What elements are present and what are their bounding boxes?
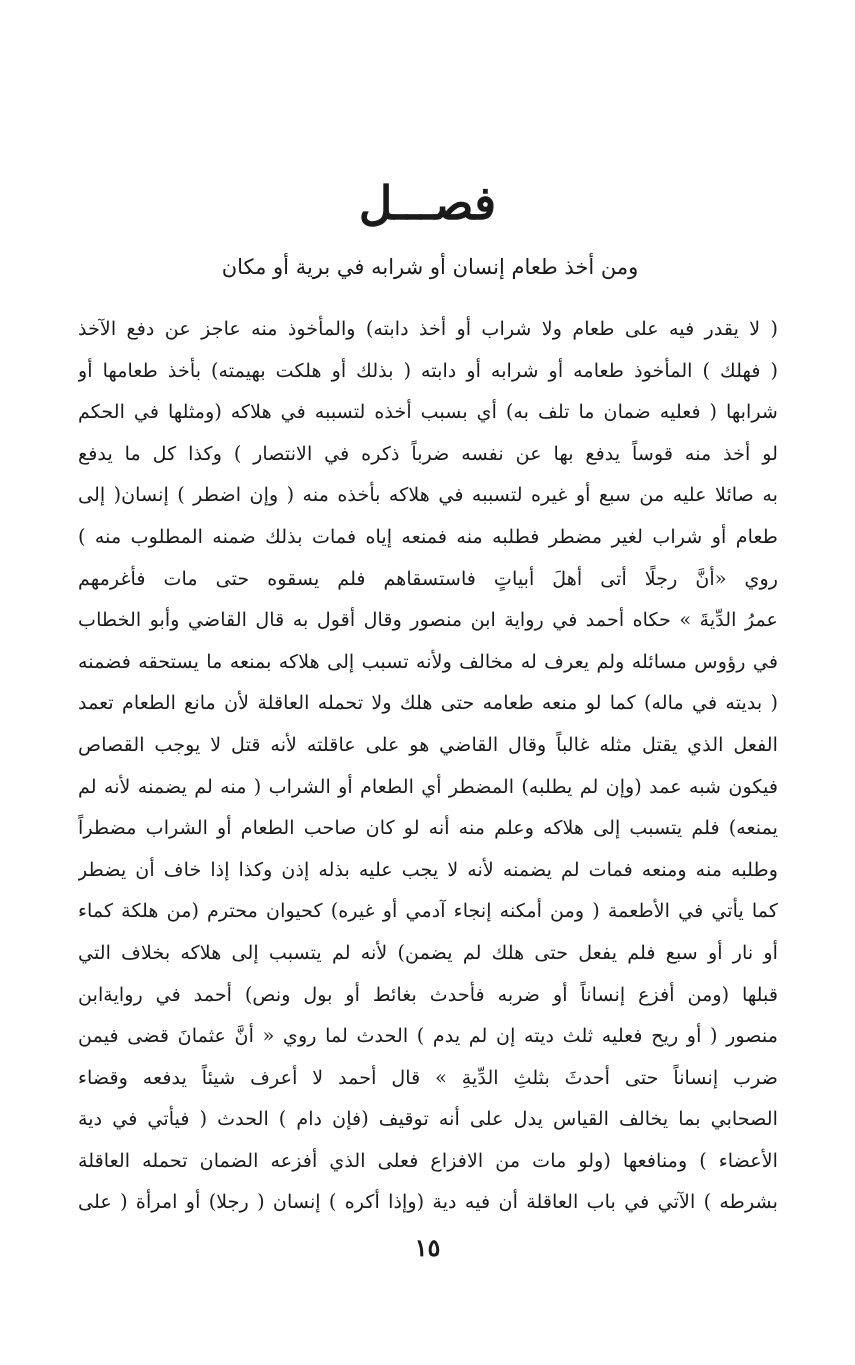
text-line: عمرُ الدِّيةَ » حكاه أحمد في رواية ابن منصور وقال أقول به قال القاضي وأبو الخطاب	[78, 608, 778, 632]
text-line: يمنعه) فلم يتسبب إلى هلاكه وعلم منه أنه لو كان صاحب الطعام أو الشراب مضطراً	[78, 816, 778, 840]
section-heading: فصـــل	[358, 176, 497, 230]
text-line: الصحابي بما يخالف القياس يدل على أنه توقيف (فإن دام ) الحدث ( فيأتي في دية	[78, 1107, 778, 1131]
text-line: لو أخذ منه قوساً يدفع بها عن نفسه ضرباً ذكره في الانتصار ) وكذا كل ما يدفع	[78, 441, 778, 465]
text-line: فيكون شبه عمد (وإن لم يطلبه) المضطر أي الطعام أو الشراب ( منه لم يضمنه لأنه لم	[78, 774, 778, 798]
text-line: ضرب إنساناً حتى أحدثَ بثلثِ الدِّيةِ » قال أحمد لا أعرف شيئاً يدفعه وقضاء	[78, 1065, 778, 1089]
section-subheading: ومن أخذ طعام إنسان أو شرابه في برية أو مكان	[221, 255, 639, 279]
body-text	[78, 308, 778, 1223]
text-line: بشرطه ) الآتي في باب العاقلة أن فيه دية (وإذا أكره ) إنسان ( رجلا) أو امرأة ( على	[78, 1190, 778, 1214]
text-line: وطلبه منه ومنعه فمات لم يضمنه لأنه لا يجب عليه بذله إذن وكذا إذا خاف أن يضطر	[78, 857, 778, 881]
page-number: ١٥	[414, 1233, 441, 1262]
text-line: قبلها (ومن أفزع إنساناً أو ضربه فأحدث بغائط أو بول ونص) أحمد في روايةابن	[78, 982, 778, 1006]
text-line: كما يأتي في الأطعمة ( ومن أمكنه إنجاء آدمي أو غيره) كحيوان محترم (من هلكة كماء	[78, 899, 778, 923]
text-line: الأعضاء ) ومنافعها (ولو مات من الافزاع فعلى الذي أفزعه الضمان تحمله العاقلة	[78, 1148, 778, 1172]
text-line: به صائلا عليه من سبع أو غيره لتسببه في هلاكه بأخذه منه ( وإن اضطر ) إنسان( إلى	[78, 483, 778, 507]
text-line: أو نار أو سبع فلم يفعل حتى هلك لم يضمن) لأنه لم يتسبب إلى هلاكه بخلاف التي	[78, 940, 778, 964]
text-line: ( لا يقدر فيه على طعام ولا شراب أو أخذ دابته) والمأخوذ منه عاجز عن دفع الآخذ	[78, 317, 778, 340]
text-line: منصور ( أو ريح فعليه ثلث ديته إن لم يدم ) الحدث لما روي « أنَّ عثمانَ قضى فيمن	[78, 1024, 778, 1048]
text-line: الفعل الذي يقتل مثله غالباً وقال القاضي هو على عاقلته لأنه قتل لا يوجب القصاص	[78, 732, 778, 756]
text-line: طعام أو شراب لغير مضطر فطلبه منه فمنعه إياه فمات بذلك ضمنه المطلوب منه )	[78, 524, 778, 548]
text-line: شرابها ( فعليه ضمان ما تلف به) أي بسبب أخذه لتسببه في هلاكه (ومثلها في الحكم	[78, 400, 778, 424]
text-line: ( بديته في ماله) كما لو منعه طعامه حتى هلك ولا تحمله العاقلة لأن مانع الطعام تعمد	[78, 691, 778, 715]
text-line: روي «أنَّ رجلًا أتى أهلَ أبياتٍ فاستسقاهم فلم يسقوه حتى مات فأغرمهم	[78, 566, 778, 590]
text-line: في رؤوس مسائله ولم يعرف له مخالف ولأنه تسبب إلى هلاكه بمنعه ما يستحقه فضمنه	[78, 649, 778, 673]
text-line: ( فهلك ) المأخوذ طعامه أو شرابه أو دابته ( بذلك أو هلكت بهيمته) بأخذ طعامها أو	[78, 358, 778, 382]
